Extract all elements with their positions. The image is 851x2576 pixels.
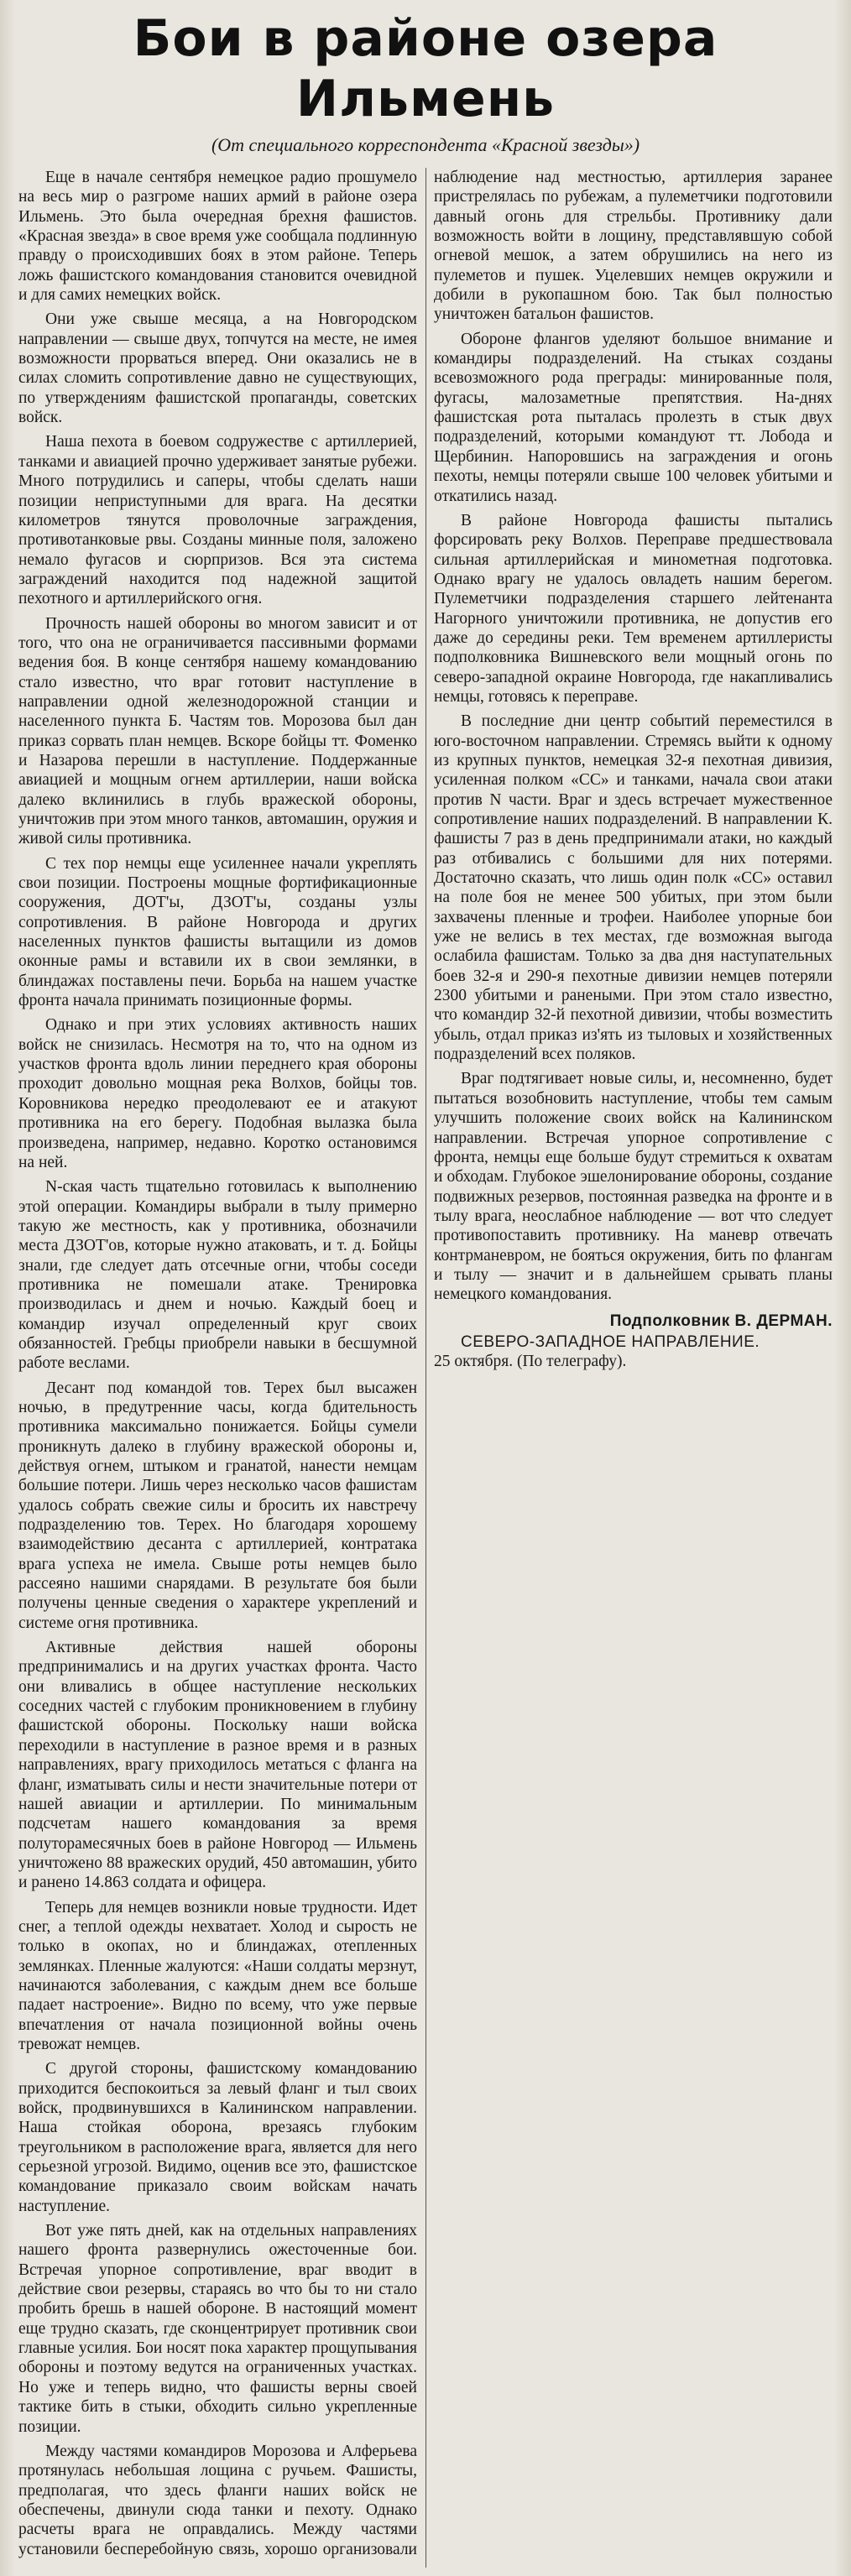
article-paragraph: Враг подтягивает новые силы, и, несомненно, будет пытаться возобновить наступление, чтобы тем самым улучшить положение своих войск на Калининском направлении. Встречая упорное сопротивление с фронта, немцы еще больше будут стремиться к охватам и обходам. Глубокое эшелонирование обороны, создание подвижных резервов, постоянная разведка на фронте и в тылу врага, неослабное наблюдение — вот что следует противопоставить противнику. На маневр отвечать контрманевром, не бояться окружения, бить по флангам и тылу — значит и в дальнейшем срывать планы немецкого командования. bbox=[434, 1070, 833, 1304]
article-paragraph: Однако и при этих условиях активность наших войск не снизилась. Несмотря на то, что на одном из участков фронта вдоль линии переднего края обороны проходит довольно мощная река Волхов, бойцы тов. Коровникова нередко преодолевают ее и атакуют противника на его берегу. Подобная вылазка была произведена, например, недавно. Коротко остановимся на ней. bbox=[18, 1016, 417, 1171]
dateline bbox=[434, 1332, 833, 1372]
headline-line-1: Бои в районе озера bbox=[133, 9, 718, 68]
article-paragraph: Теперь для немцев возникли новые трудности. Идет снег, а теплой одежды нехватает. Холод и сырость не только в окопах, но и блиндажах, отепленных землянках. Пленные жалуются: «Наши солдаты мерзнут, начинаются заболевания, с каждым днем все больше падает настроение». Видно по всему, что уже первые впечатления от начала позиционной войны очень тревожат немцев. bbox=[18, 1898, 417, 2053]
article-paragraph: Наша пехота в боевом содружестве с артиллерией, танками и авиацией прочно удерживает занятые рубежи. Много потрудились и саперы, чтобы сделать наши позиции неприступными для врага. На десятки километров тянутся проволочные заграждения, противотанковые рвы. Созданы минные поля, заложено немало фугасов и сюрпризов. Вся эта система заграждений находится под надежной защитой пехотного и артиллерийского огня. bbox=[18, 433, 417, 608]
article-paragraph: Они уже свыше месяца, а на Новгородском направлении — свыше двух, топчутся на месте, не имея возможности прорваться вперед. Они оказались не в силах сломить сопротивление давно не существующих, по утверждениям фашистской пропаганды, советских войск. bbox=[18, 310, 417, 427]
article-paragraph: Вот уже пять дней, как на отдельных направлениях нашего фронта развернулись ожесточенные бои. Встречая упорное сопротивление, враг вводит в действие свои резервы, стараясь во что бы то ни стало пробить брешь в нашей обороне. В настоящий момент еще трудно сказать, где сконцентрирует противник свои главные усилия. Бои носят пока характер прощупывания обороны и поэтому ведутся на ограниченных участках. Но уже и теперь видно, что фашисты верны своей тактике бить в стыки, обходить сильно укрепленные позиции. bbox=[18, 2222, 417, 2436]
article-body bbox=[18, 168, 833, 2568]
article-paragraph: N-ская часть тщательно готовилась к выполнению этой операции. Командиры выбрали в тылу примерно такую же местность, как у противника, обозначили места ДЗОТ'ов, которые нужно атаковать, и т. д. Бойцы знали, где следует дать отсечные огни, чтобы соседи противника не помешали атаке. Тренировка производилась и днем и ночью. Каждый боец и командир изучал определенный круг своих обязанностей. Гребцы приобрели навыки в бесшумной работе веслами. bbox=[18, 1178, 417, 1373]
dateline-date: 25 октября. (По телеграфу). bbox=[434, 1353, 627, 1371]
article-paragraph: Обороне флангов уделяют большое внимание и командиры подразделений. На стыках созданы всевозможного рода преграды: минированные поля, фугасы, малозаметные препятствия. На-днях фашистская рота пыталась пролезть в стык двух подразделений, которыми командуют тт. Лобода и Щербинин. Напоровшись на заграждения и огонь пехоты, немцы потеряли свыше 100 человек убитыми и откатились назад. bbox=[434, 330, 833, 505]
adjacent-page-edge-left bbox=[0, 0, 15, 2576]
article-paragraph: В районе Новгорода фашисты пытались форсировать реку Волхов. Переправе предшествовала сильная артиллерийская и минометная подготовка. Однако врагу не удалось овладеть нашим берегом. Пулеметчики подразделения старшего лейтенанта Нагорного уничтожили противника, не допустив его даже до середины реки. Тем временем артиллеристы подполковника Вишневского вели мощный огонь по северо-западной окраине Новгорода, где накапливались немцы, готовясь к переправе. bbox=[434, 511, 833, 706]
article-paragraph: Активные действия нашей обороны предпринимались и на других участках фронта. Часто они вливались в общее наступление нескольких соседних частей с глубоким проникновением в глубину фашистской обороны. Поскольку наши войска переходили в наступление в разное время и в разных направлениях, врагу приходилось метаться с фланга на фланг, изматывать силы и нести значительные потери от нашей авиации и артиллерии. По минимальным подсчетам нашего командования за время полуторамесячных боев в районе Новгород — Ильмень уничтожено 88 вражеских орудий, 450 автомашин, убито и ранено 14.863 солдата и офицера. bbox=[18, 1639, 417, 1892]
article-paragraph: В последние дни центр событий переместился в юго-восточном направлении. Стремясь выйти к одному из крупных пунктов, немецкая 32-я пехотная дивизия, усиленная полком «СС» и танками, начала свои атаки против N части. Враг и здесь встречает мужественное сопротивление наших подразделений. В направлении К. фашисты 7 раз в день предпринимали атаки, но каждый раз отбивались с большими для них потерями. Достаточно сказать, что лишь один полк «СС» оставил на поле боя не менее 500 убитых, при этом были захвачены пленные и трофеи. Наиболее упорные бои уже не велись в тех местах, где возможная выгода ослабила фашистам. Только за два дня наступательных боев 32-я и 290-я пехотные дивизии немцев потеряли 2300 убитыми и ранеными. При этом стало известно, что командир 32-й пехотной дивизии, чтобы возместить убыль, отдал приказ из'ять из тыловых и хозяйственных подразделений всех поляков. bbox=[434, 712, 833, 1064]
headline-line-2: Ильмень bbox=[295, 70, 556, 128]
article-paragraph: Десант под командой тов. Терех был высажен ночью, в предутренние часы, когда бдительность противника максимально понижается. Бойцы сумели проникнуть далеко в глубину вражеской обороны и, действуя огнем, штыком и гранатой, нанести немцам большие потери. Лишь через несколько часов фашистам удалось собрать свежие силы и бросить их навстречу подразделению тов. Терех. Но благодаря хорошему взаимодействию десанта с артиллерией, контратака врага успеха не имела. Свыше роты немцев было рассеяно нашими снарядами. В результате боя были получены ценные сведения о характере укреплений и системе огня противника. bbox=[18, 1379, 417, 1632]
article-paragraph: Прочность нашей обороны во многом зависит и от того, что она не ограничивается пассивными формами ведения боя. В конце сентября нашему командованию стало известно, что враг готовит наступление в направлении одной железнодорожной станции и населенного пункта Б. Частям тов. Морозова был дан приказ сорвать план немцев. Вскоре бойцы тт. Фоменко и Назарова перешли в наступление. Поддержанные авиацией и мощным огнем артиллерии, наши войска далеко вклинились в глубь вражеской обороны, уничтожив при этом много танков, автомашин, оружия и живой силы противника. bbox=[18, 614, 417, 848]
author-signature: Подполковник В. ДЕРМАН. bbox=[609, 1311, 833, 1330]
article-headline bbox=[18, 8, 833, 129]
article-paragraph: С другой стороны, фашистскому командованию приходится беспокоиться за левый фланг и тыл своих войск, продвинувшихся в Калининском направлении. Наша стойкая оборона, врезаясь глубоким треугольником в расположение врага, является для него серьезной угрозой. Видимо, оценив все это, фашистское командование приказало своим войскам начать наступление. bbox=[18, 2060, 417, 2215]
dateline-direction: СЕВЕРО-ЗАПАДНОЕ НАПРАВЛЕНИЕ. bbox=[461, 1332, 760, 1351]
article-subtitle: (От специального корреспондента «Красной звезды») bbox=[211, 134, 640, 155]
article-paragraph: С тех пор немцы еще усиленнее начали укреплять свои позиции. Построены мощные фортификационные сооружения, ДОТ'ы, ДЗОТ'ы, созданы узлы сопротивления. В районе Новгорода и других населенных пунктов фашисты вытащили из домов оконные рамы и вставили их в свои землянки, в блиндажах поставлены печи. Борьба на нашем участке фронта начала принимать позиционные формы. bbox=[18, 854, 417, 1010]
article-paragraph: Между частями командиров Морозова и Алферьева протянулась небольшая лощина с ручьем. Фашисты, предполагая, что здесь фланги наших войск не обеспечены, двинули сюда танки и пехоту. Однако расчеты врага не оправдались. Между частями установили бесперебойную связь, хорошо организовали наблюдение над местностью, артиллерия заранее пристрелялась по рубежам, а пулеметчики подготовили давный огонь для стрельбы. Противнику дали возможность войти в лощину, представлявшую собой огневой мешок, а затем обрушились на него из пулеметов и пушек. Уцелевших немцев окружили и добили в рукопашном бою. Так был полностью уничтожен батальон фашистов. bbox=[18, 169, 833, 2558]
article-paragraph: Еще в начале сентября немецкое радио прошумело на весь мир о разгроме наших армий в районе озера Ильмень. Это была очередная брехня фашистов. «Красная звезда» в свое время уже сообщала подлинную правду о происходивших боях в этом районе. Теперь ложь фашистского командования становится очевидной и для самих немецких войск. bbox=[18, 169, 417, 305]
adjacent-page-edge-right bbox=[834, 0, 851, 2576]
